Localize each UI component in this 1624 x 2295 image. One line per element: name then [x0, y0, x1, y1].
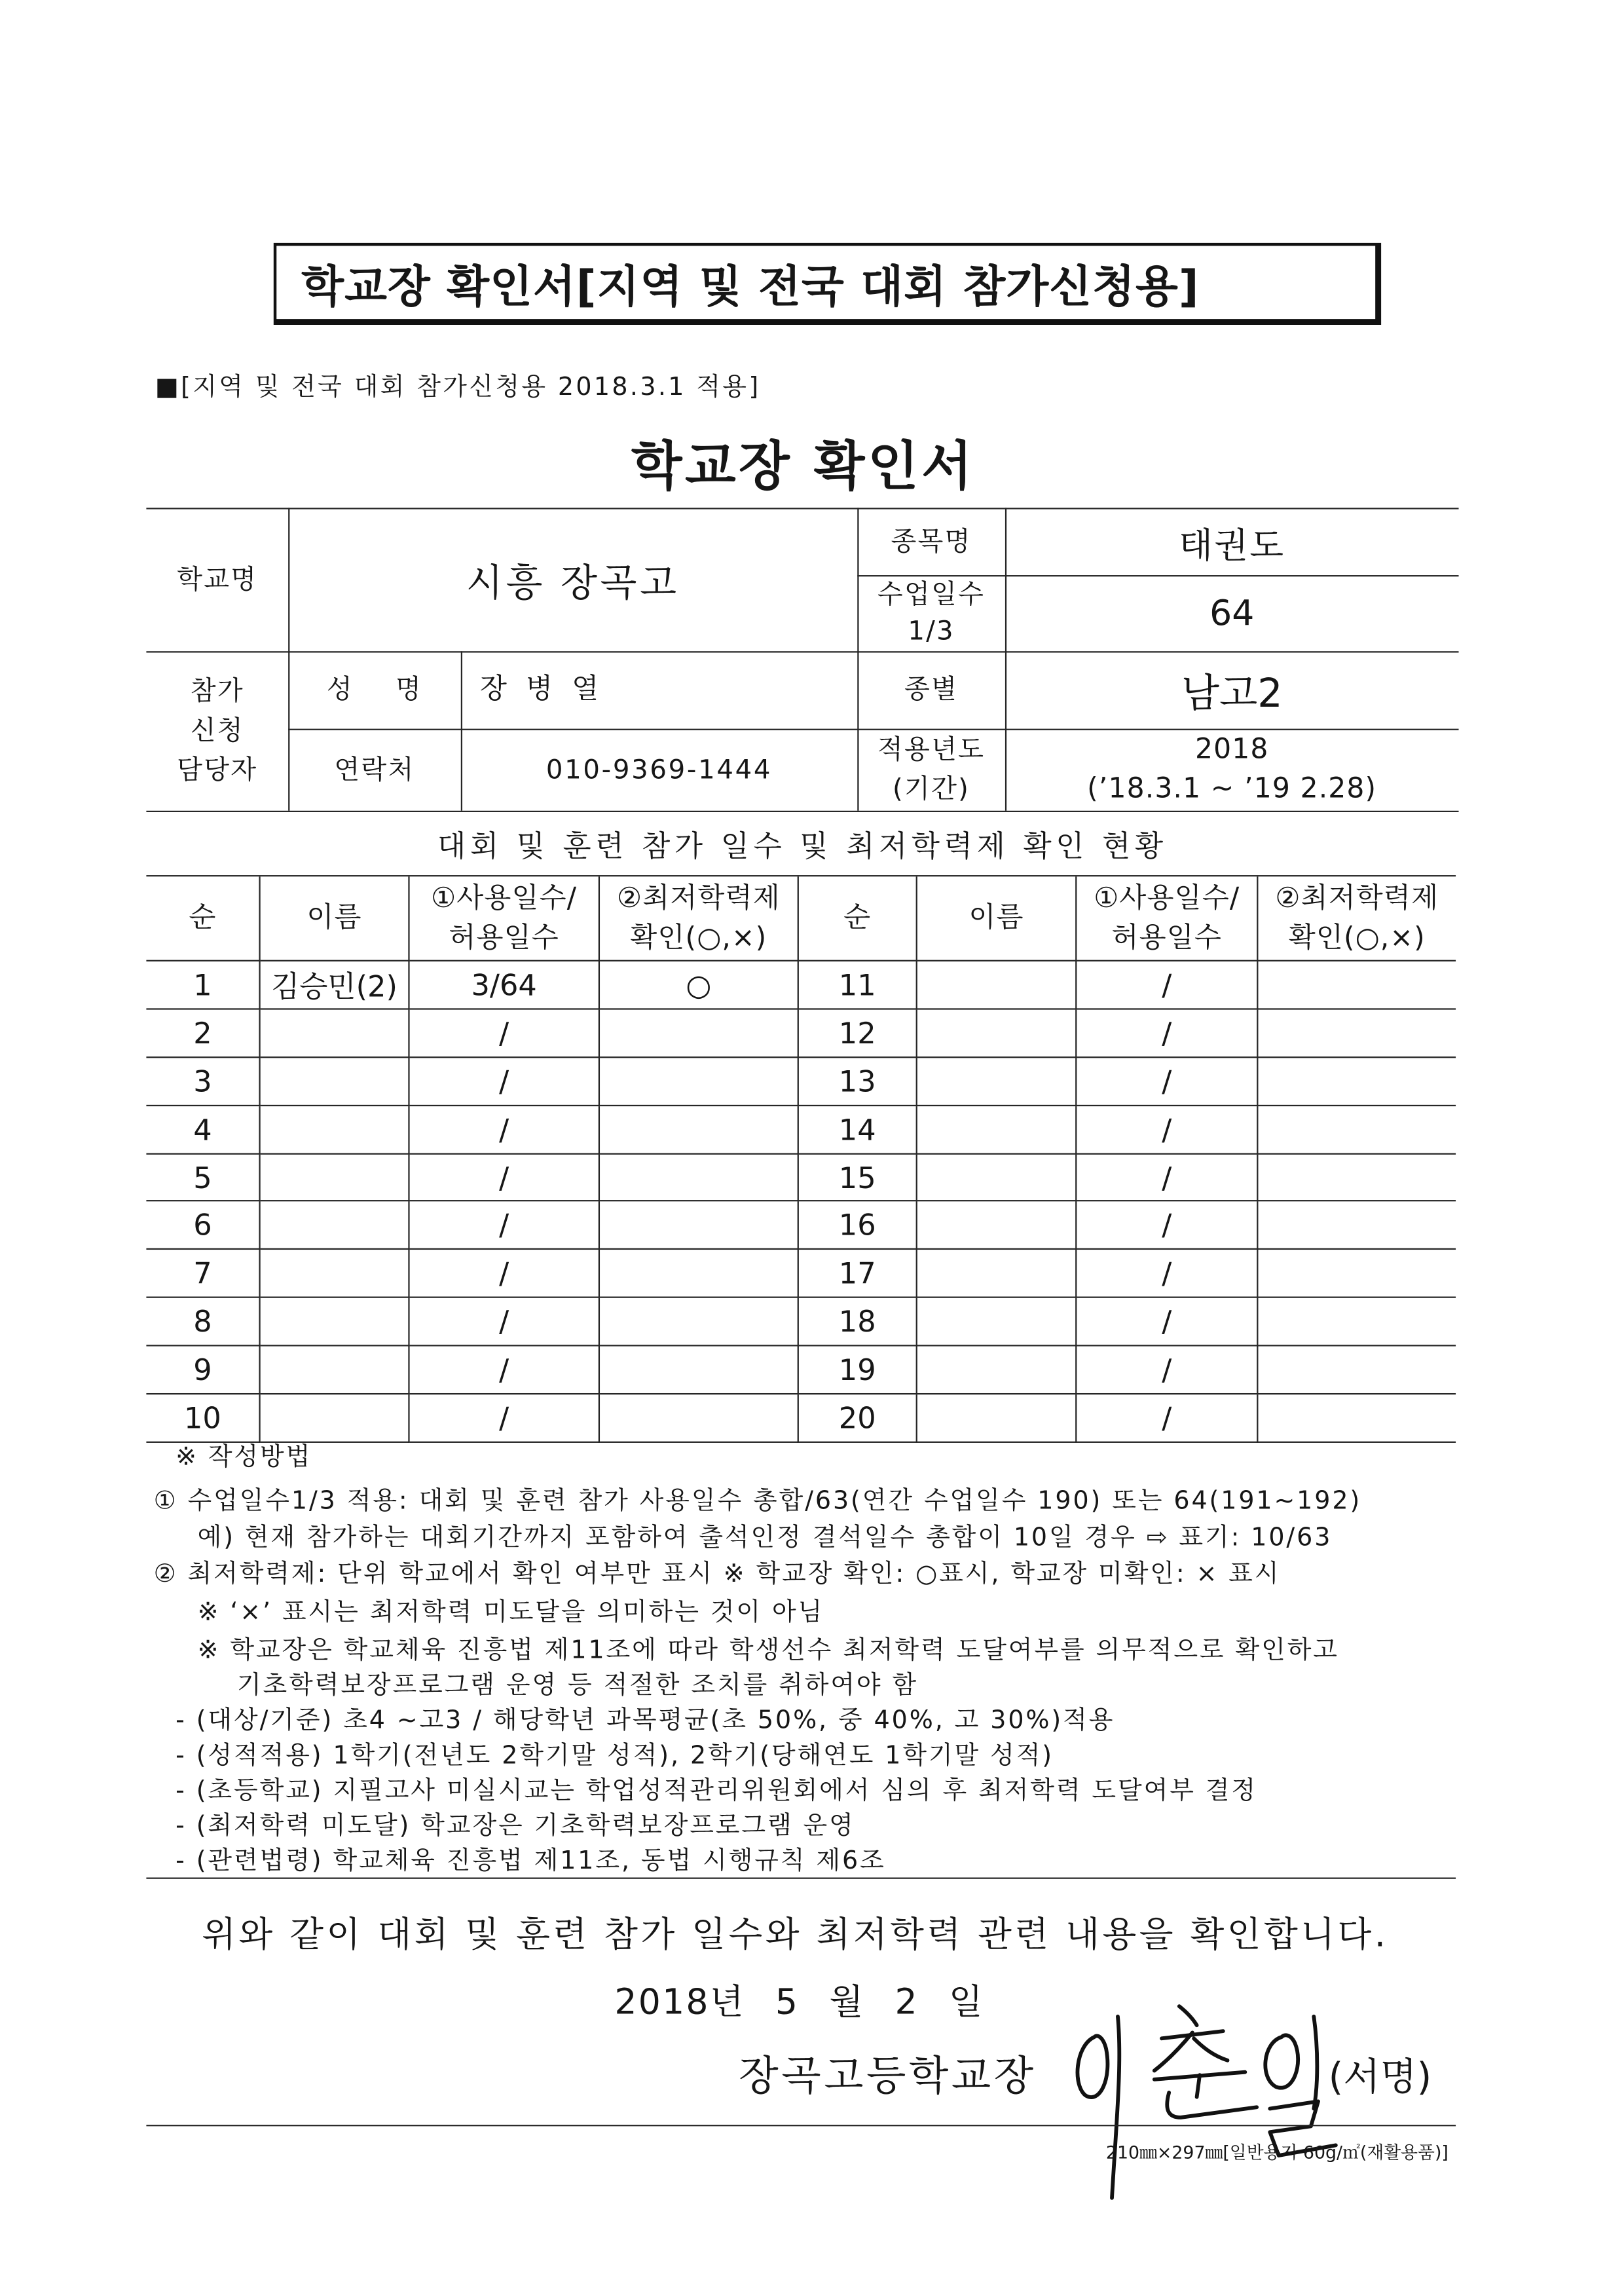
signature-stroke — [1077, 2036, 1107, 2097]
signature-stroke — [1314, 2017, 1317, 2109]
student-name-cell — [917, 1202, 1077, 1250]
manager-name-label: 성 명 — [326, 674, 423, 705]
class-days-label-line2: 1/3 — [908, 616, 955, 647]
column-header-used-days-line1: ①사용일수/ — [1094, 882, 1240, 914]
student-name-cell — [917, 1009, 1077, 1057]
student-name-cell — [917, 1347, 1077, 1394]
confirmation-statement: 위와 같이 대회 및 훈련 참가 일수와 최저학력 관련 내용을 확인합니다. — [202, 1913, 1389, 1954]
column-header-number: 순 — [146, 876, 260, 961]
student-name-cell — [261, 1298, 410, 1346]
note-line: - (대상/기준) 초4 ~고3 / 해당학년 과목평균(초 50%, 중 40%, 고 30%)적용 — [175, 1706, 1115, 1736]
used-days-cell: / — [410, 1298, 600, 1346]
used-days-cell: / — [1077, 1058, 1258, 1106]
min-academic-check-cell — [1258, 961, 1456, 1009]
row-number-cell: 14 — [799, 1106, 917, 1153]
row-number-cell: 11 — [799, 961, 917, 1009]
contact-value: 010-9369-1444 — [545, 754, 773, 785]
note-line: - (초등학교) 지필고사 미실시교는 학업성적관리위원회에서 심의 후 최저학력 도달여부 결정 — [175, 1776, 1258, 1806]
column-header-used-days-line2: 허용일수 — [449, 921, 559, 954]
student-name-cell — [917, 961, 1077, 1009]
used-days-cell: / — [410, 1154, 600, 1202]
min-academic-check-cell — [600, 1394, 799, 1442]
signature-stroke — [1179, 2006, 1197, 2025]
note-line: - (관련법령) 학교체육 진흥법 제11조, 동법 시행규칙 제6조 — [175, 1846, 886, 1876]
paper-specification: 210㎜×297㎜[일반용지 60g/㎡(재활용품)] — [1105, 2142, 1449, 2163]
column-header-used-days — [410, 876, 600, 961]
applicable-year-value — [1005, 729, 1459, 811]
used-days-cell: / — [1077, 1347, 1258, 1394]
contact-label: 연락처 — [334, 754, 415, 785]
student-name-cell — [261, 1202, 410, 1250]
row-number-cell: 19 — [799, 1347, 917, 1394]
student-name-cell — [917, 1058, 1077, 1106]
category-label: 종별 — [904, 674, 959, 705]
student-name-cell: 김승민(2) — [261, 961, 410, 1009]
note-line: ※ ‘×’ 표시는 최저학력 미도달을 의미하는 것이 아님 — [197, 1597, 824, 1628]
student-name-cell — [261, 1058, 410, 1106]
used-days-cell: / — [410, 1106, 600, 1153]
applicable-year-label — [857, 729, 1005, 811]
used-days-cell: / — [1077, 1298, 1258, 1346]
note-line: ② 최저학력제: 단위 학교에서 확인 여부만 표시 ※ 학교장 확인: ○표시, 학교장 미확인: × 표시 — [153, 1559, 1281, 1590]
class-days-value: 64 — [1209, 592, 1255, 634]
signer-title: 장곡고등학교장 — [739, 2051, 1037, 2100]
min-academic-check-cell — [1258, 1347, 1456, 1394]
signature-stroke — [1162, 2031, 1223, 2038]
column-header-min-academic-check-line2: 확인(○,×) — [630, 921, 767, 954]
used-days-cell: / — [1077, 1154, 1258, 1202]
manager-label-line1: 참가 — [190, 676, 244, 707]
info-table-bottom-rule — [146, 811, 1458, 812]
applicable-year-label-line1: 적용년도 — [877, 734, 986, 766]
row-number-cell: 3 — [146, 1058, 260, 1106]
notes-title: ※ 작성방법 — [175, 1442, 312, 1472]
used-days-cell: / — [410, 1202, 600, 1250]
applicable-year-label-line2: (기간) — [893, 774, 970, 805]
note-line: - (최저학력 미도달) 학교장은 기초학력보장프로그램 운영 — [175, 1811, 855, 1841]
note-line: ※ 학교장은 학교체육 진흥법 제11조에 따라 학생선수 최저학력 도달여부를 의무적으로 확인하고 — [197, 1635, 1339, 1666]
school-name-label: 학교명 — [177, 564, 258, 595]
min-academic-check-cell: ○ — [600, 961, 799, 1009]
used-days-cell: / — [1077, 1009, 1258, 1057]
used-days-cell: / — [410, 1347, 600, 1394]
min-academic-check-cell — [1258, 1250, 1456, 1298]
min-academic-check-cell — [600, 1106, 799, 1153]
row-number-cell: 4 — [146, 1106, 260, 1153]
category-value: 남고2 — [1181, 671, 1283, 717]
row-number-cell: 5 — [146, 1154, 260, 1202]
row-number-cell: 17 — [799, 1250, 917, 1298]
column-header-number-right: 순 — [799, 876, 917, 961]
min-academic-check-cell — [600, 1250, 799, 1298]
min-academic-check-cell — [600, 1058, 799, 1106]
sport-label: 종목명 — [891, 526, 972, 557]
min-academic-check-cell — [600, 1154, 799, 1202]
student-name-cell — [917, 1298, 1077, 1346]
used-days-cell: / — [1077, 961, 1258, 1009]
student-name-cell — [917, 1394, 1077, 1442]
used-days-cell: 3/64 — [410, 961, 600, 1009]
column-header-min-academic-check-line2: 확인(○,×) — [1288, 921, 1426, 954]
note-line: ① 수업일수1/3 적용: 대회 및 훈련 참가 사용일수 총합/63(연간 수업일수 190) 또는 64(191~192) — [153, 1486, 1362, 1516]
student-name-cell — [917, 1154, 1077, 1202]
manager-label — [146, 651, 288, 811]
student-name-cell — [261, 1154, 410, 1202]
signature-stroke — [1194, 2038, 1227, 2061]
min-academic-check-cell — [1258, 1154, 1456, 1202]
column-header-name-right: 이름 — [917, 876, 1077, 961]
used-days-cell: / — [1077, 1106, 1258, 1153]
column-header-name: 이름 — [261, 876, 410, 961]
student-name-cell — [261, 1394, 410, 1442]
used-days-cell: / — [410, 1394, 600, 1442]
used-days-cell: / — [1077, 1250, 1258, 1298]
min-academic-check-cell — [600, 1009, 799, 1057]
used-days-cell: / — [1077, 1202, 1258, 1250]
row-number-cell: 1 — [146, 961, 260, 1009]
class-days-label-line1: 수업일수 — [877, 579, 986, 610]
form-title: 학교장 확인서[지역 및 전국 대회 참가신청용] — [301, 261, 1200, 314]
document-title: 학교장 확인서 — [631, 436, 976, 497]
column-header-min-academic-check — [600, 876, 799, 961]
student-name-cell — [261, 1347, 410, 1394]
confirmation-date: 2018년 5 월 2 일 — [614, 1981, 984, 2023]
student-name-cell — [917, 1250, 1077, 1298]
row-number-cell: 6 — [146, 1202, 260, 1250]
row-number-cell: 10 — [146, 1394, 260, 1442]
row-number-cell: 9 — [146, 1347, 260, 1394]
notes-bottom-rule — [146, 1878, 1456, 1879]
footer-rule — [146, 2125, 1456, 2126]
handwritten-signature — [1054, 1990, 1361, 2210]
row-number-cell: 18 — [799, 1298, 917, 1346]
signature-stroke — [1265, 2035, 1298, 2087]
min-academic-check-cell — [1258, 1202, 1456, 1250]
applicable-year: 2018 — [1194, 733, 1269, 766]
note-line: 기초학력보장프로그램 운영 등 적절한 조치를 취하여야 함 — [236, 1671, 919, 1701]
status-section-heading: 대회 및 훈련 참가 일수 및 최저학력제 확인 현황 — [437, 827, 1168, 863]
student-name-cell — [261, 1250, 410, 1298]
row-number-cell: 20 — [799, 1394, 917, 1442]
signature-stroke — [1154, 2072, 1246, 2080]
row-number-cell: 15 — [799, 1154, 917, 1202]
min-academic-check-cell — [600, 1298, 799, 1346]
min-academic-check-cell — [600, 1347, 799, 1394]
note-line: 예) 현재 참가하는 대회기간까지 포함하여 출석인정 결석일수 총합이 10일 경우 ⇨ 표기: 10/63 — [197, 1523, 1333, 1553]
column-header-used-days-line1: ①사용일수/ — [431, 882, 578, 914]
manager-label-line3: 담당자 — [177, 755, 258, 786]
sport-value: 태권도 — [1179, 524, 1285, 566]
column-header-used-days-line2: 허용일수 — [1111, 921, 1223, 954]
form-applicability-note: ■[지역 및 전국 대회 참가신청용 2018.3.1 적용] — [155, 373, 761, 403]
used-days-cell: / — [410, 1250, 600, 1298]
min-academic-check-cell — [600, 1202, 799, 1250]
used-days-cell: / — [410, 1009, 600, 1057]
min-academic-check-cell — [1258, 1106, 1456, 1153]
school-name-value: 시흥 장곡고 — [466, 561, 680, 605]
signature-stroke — [1154, 2032, 1192, 2070]
row-number-cell: 8 — [146, 1298, 260, 1346]
class-days-label — [857, 575, 1005, 651]
min-academic-check-cell — [1258, 1009, 1456, 1057]
signature-stroke — [1167, 2093, 1257, 2118]
row-number-cell: 12 — [799, 1009, 917, 1057]
min-academic-check-cell — [1258, 1058, 1456, 1106]
column-header-min-academic-check-right — [1258, 876, 1456, 961]
used-days-cell: / — [1077, 1394, 1258, 1442]
form-title-box — [274, 243, 1381, 325]
column-header-min-academic-check-line1: ②최저학력제 — [616, 882, 781, 914]
manager-name-value: 장 병 열 — [479, 673, 600, 705]
signature-stroke — [1112, 2017, 1119, 2198]
participation-status-table — [146, 875, 1456, 1442]
signature-mark: (서명) — [1328, 2056, 1432, 2100]
min-academic-check-cell — [1258, 1394, 1456, 1442]
signature-stroke — [1197, 2075, 1200, 2097]
row-number-cell: 16 — [799, 1202, 917, 1250]
note-line: - (성적적용) 1학기(전년도 2학기말 성적), 2학기(당해연도 1학기말 성적) — [175, 1741, 1054, 1771]
row-number-cell: 2 — [146, 1009, 260, 1057]
manager-label-line2: 신청 — [190, 715, 244, 747]
row-number-cell: 7 — [146, 1250, 260, 1298]
column-header-used-days-right — [1077, 876, 1258, 961]
applicable-period: (’18.3.1 ~ ’19 2.28) — [1087, 772, 1377, 805]
column-header-min-academic-check-line1: ②최저학력제 — [1275, 882, 1439, 914]
used-days-cell: / — [410, 1058, 600, 1106]
row-number-cell: 13 — [799, 1058, 917, 1106]
student-name-cell — [261, 1106, 410, 1153]
min-academic-check-cell — [1258, 1298, 1456, 1346]
student-name-cell — [917, 1106, 1077, 1153]
student-name-cell — [261, 1009, 410, 1057]
